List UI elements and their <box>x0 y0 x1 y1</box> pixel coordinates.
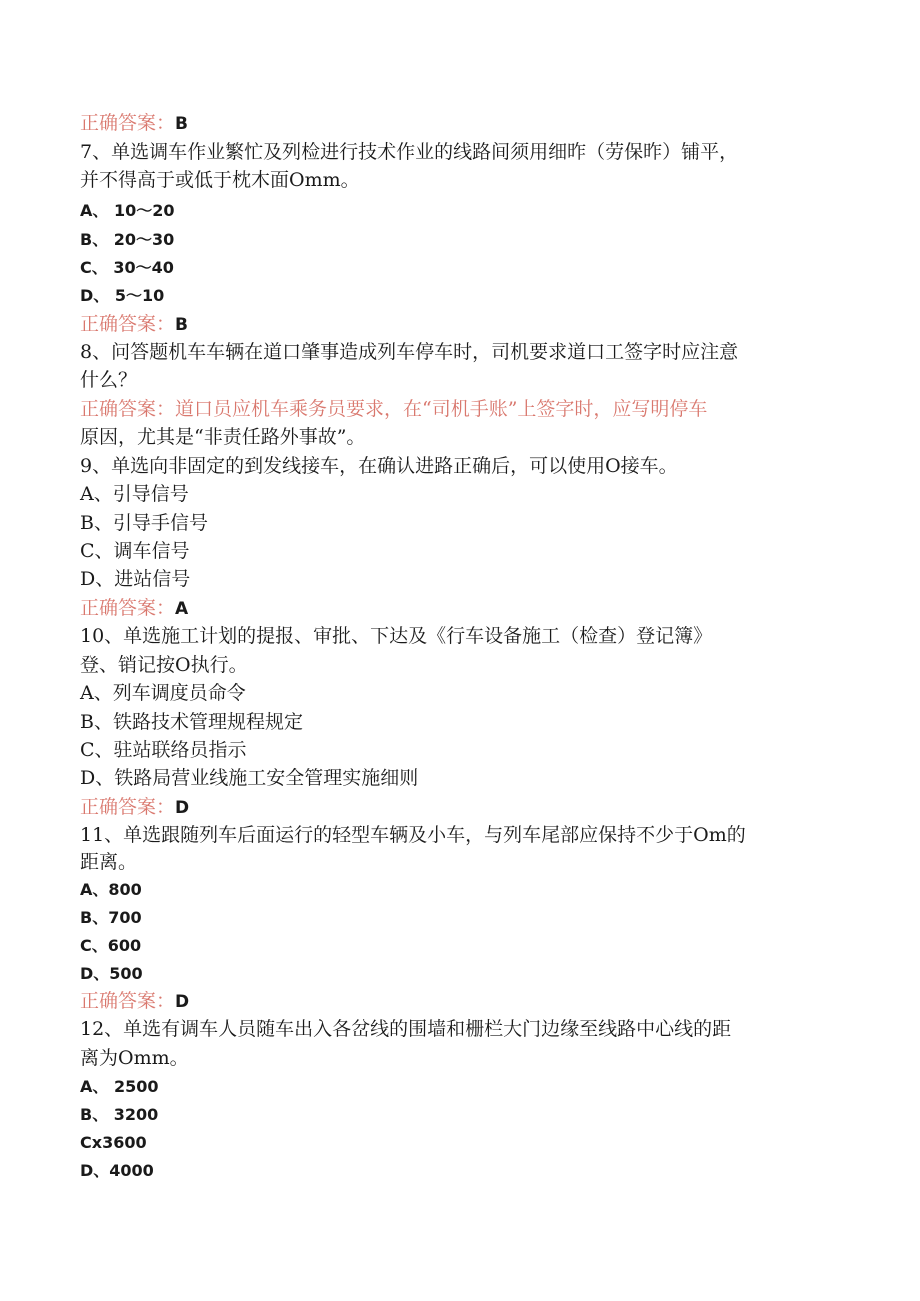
question-10-line-2: 登、销记按O执行。 <box>80 654 248 676</box>
option-a: A、引导信号 <box>80 483 189 505</box>
option-d: D、500 <box>80 964 143 983</box>
answer-line <box>80 110 188 137</box>
option-c: Cx3600 <box>80 1133 147 1152</box>
question-10-line-1: 10、单选施工计划的提报、审批、下达及《行车设备施工（检查）登记簿》 <box>80 625 713 647</box>
question-12-line-2: 离为Omm。 <box>80 1047 189 1069</box>
answer-label: 正确答案： <box>80 112 176 134</box>
answer-label: 正确答案： <box>80 990 176 1012</box>
answer-value: D <box>175 798 190 818</box>
option-d: D、4000 <box>80 1161 154 1180</box>
answer-label: 正确答案： <box>80 796 176 818</box>
answer-value: B <box>175 114 188 134</box>
option-c: C、驻站联络员指示 <box>80 739 247 761</box>
answer-label: 正确答案： <box>80 597 176 619</box>
question-7-line-2: 并不得高于或低于枕木面Omm。 <box>80 169 360 191</box>
answer-line <box>80 794 189 821</box>
answer-label: 正确答案： <box>80 313 176 335</box>
answer-value: D <box>175 992 190 1012</box>
question-9-line-1: 9、单选向非固定的到发线接车，在确认进路正确后，可以使用O接车。 <box>80 455 678 477</box>
option-c: C、 30〜40 <box>80 258 174 277</box>
question-11-line-1: 11、单选跟随列车后面运行的轻型车辆及小车，与列车尾部应保持不少于Om的 <box>80 824 746 846</box>
answer-value: B <box>175 315 188 335</box>
answer-line <box>80 988 189 1015</box>
answer-text-line-1: 正确答案：道口员应机车乘务员要求，在“司机手账”上签字时，应写明停车 <box>80 398 708 420</box>
option-a: A、列车调度员命令 <box>80 682 246 704</box>
question-8-line-2: 什么？ <box>80 369 138 391</box>
question-8-line-1: 8、问答题机车车辆在道口肇事造成列车停车时，司机要求道口工签字时应注意 <box>80 341 739 363</box>
option-b: B、 20〜30 <box>80 230 175 249</box>
option-d: D、进站信号 <box>80 568 191 590</box>
answer-line <box>80 311 188 338</box>
option-b: B、铁路技术管理规程规定 <box>80 711 303 733</box>
option-b: B、 3200 <box>80 1105 159 1124</box>
option-b: B、700 <box>80 908 142 927</box>
option-d: D、铁路局营业线施工安全管理实施细则 <box>80 767 419 789</box>
question-7-line-1: 7、单选调车作业繁忙及列检进行技术作业的线路间须用细昨（劳保昨）铺平， <box>80 141 739 163</box>
option-d: D、 5〜10 <box>80 286 165 305</box>
question-12-line-1: 12、单选有调车人员随车出入各岔线的围墙和栅栏大门边缘至线路中心线的距 <box>80 1018 732 1040</box>
answer-line <box>80 595 188 622</box>
option-c: C、600 <box>80 936 142 955</box>
answer-value: A <box>175 599 189 619</box>
option-b: B、引导手信号 <box>80 512 208 534</box>
answer-text-line-2: 原因，尤其是“非责任路外事故”。 <box>80 426 366 448</box>
option-a: A、 10〜20 <box>80 201 175 220</box>
question-11-line-2: 距离。 <box>80 851 138 873</box>
option-c: C、调车信号 <box>80 540 190 562</box>
option-a: A、 2500 <box>80 1077 159 1096</box>
option-a: A、800 <box>80 880 142 899</box>
